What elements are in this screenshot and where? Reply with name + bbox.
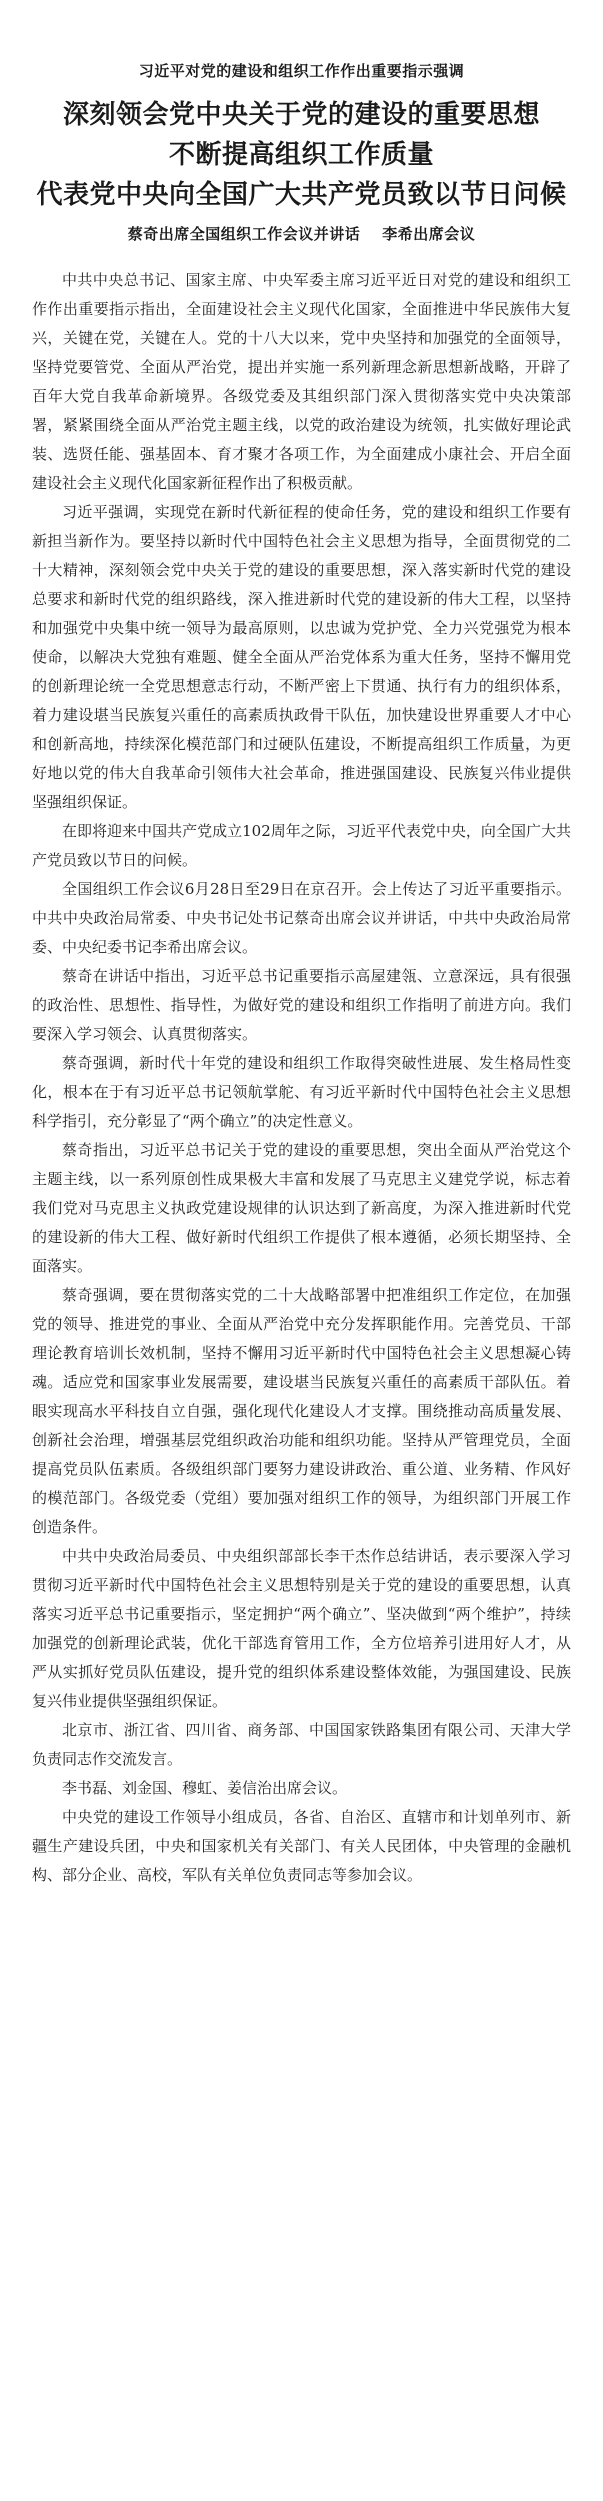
headline-line-3: 代表党中央向全国广大共产党员致以节日问候 [36,180,567,210]
body-paragraph: 蔡奇强调，新时代十年党的建设和组织工作取得突破性进展、发生格局性变化，根本在于有习近平总书记领航掌舵、有习近平新时代中国特色社会主义思想科学指引，充分彰显了“两个确立”的决定性意义。 [32,1054,571,1130]
headline-line-2: 不断提高组织工作质量 [168,140,434,170]
article-subhead [32,223,571,244]
body-paragraph: 蔡奇在讲话中指出，习近平总书记重要指示高屋建瓴、立意深远，具有很强的政治性、思想性、指导性，为做好党的建设和组织工作指明了前进方向。我们要深入学习领会、认真贯彻落实。 [32,967,571,1043]
body-paragraph: 北京市、浙江省、四川省、商务部、中国国家铁路集团有限公司、天津大学负责同志作交流发言。 [32,1721,571,1768]
body-paragraph: 蔡奇强调，要在贯彻落实党的二十大战略部署中把准组织工作定位，在加强党的领导、推进党的事业、全面从严治党中充分发挥职能作用。完善党员、干部理论教育培训长效机制，坚持不懈用习近平新时代中国特色社会主义思想凝心铸魂。适应党和国家事业发展需要，建设堪当民族复兴重任的高素质干部队伍。着眼实现高水平科技自立自强，强化现代化建设人才支撑。围绕推动高质量发展、创新社会治理，增强基层党组织政治功能和组织功能。坚持从严管理党员，全面提高党员队伍素质。各级组织部门要努力建设讲政治、重公道、业务精、作风好的模范部门。各级党委（党组）要加强对组织工作的领导，为组织部门开展工作创造条件。 [32,1286,571,1536]
article-body [32,266,571,1890]
body-paragraph: 中央党的建设工作领导小组成员，各省、自治区、直辖市和计划单列市、新疆生产建设兵团，中央和国家机关有关部门、有关人民团体，中央管理的金融机构、部分企业、高校，军队有关单位负责同志等参加会议。 [32,1808,571,1884]
body-paragraph: 蔡奇指出，习近平总书记关于党的建设的重要思想，突出全面从严治党这个主题主线，以一系列原创性成果极大丰富和发展了马克思主义建党学说，标志着我们党对马克思主义执政党建设规律的认识达到了新高度，为深入推进新时代党的建设新的伟大工程、做好新时代组织工作提供了根本遵循，必须长期坚持、全面落实。 [32,1141,571,1275]
body-paragraph: 习近平强调，实现党在新时代新征程的使命任务，党的建设和组织工作要有新担当新作为。要坚持以新时代中国特色社会主义思想为指导，全面贯彻党的二十大精神，深刻领会党中央关于党的建设的重要思想，深入落实新时代党的建设总要求和新时代党的组织路线，深入推进新时代党的建设新的伟大工程，以坚持和加强党中央集中统一领导为最高原则，以忠诚为党护党、全力兴党强党为根本使命，以解决大党独有难题、健全全面从严治党体系为重大任务，坚持不懈用党的创新理论统一全党思想意志行动，不断严密上下贯通、执行有力的组织体系，着力建设堪当民族复兴重任的高素质执政骨干队伍，加快建设世界重要人才中心和创新高地，持续深化模范部门和过硬队伍建设，不断提高组织工作质量，为更好地以党的伟大自我革命引领伟大社会革命，推进强国建设、民族复兴伟业提供坚强组织保证。 [32,503,571,811]
body-paragraph: 李书磊、刘金国、穆虹、姜信治出席会议。 [62,1779,348,1797]
article-kicker: 习近平对党的建设和组织工作作出重要指示强调 [138,62,465,80]
article-headline [32,95,571,215]
body-paragraph: 全国组织工作会议6月28日至29日在京召开。会上传达了习近平重要指示。中共中央政治局常委、中央书记处书记蔡奇出席会议并讲话，中共中央政治局常委、中央纪委书记李希出席会议。 [32,880,571,956]
body-paragraph: 中共中央总书记、国家主席、中央军委主席习近平近日对党的建设和组织工作作出重要指示指出，全面建设社会主义现代化国家，全面推进中华民族伟大复兴，关键在党，关键在人。党的十八大以来，党中央坚持和加强党的全面领导，坚持党要管党、全面从严治党，提出并实施一系列新理念新思想新战略，开辟了百年大党自我革命新境界。各级党委及其组织部门深入贯彻落实党中央决策部署，紧紧围绕全面从严治党主题主线，以党的政治建设为统领，扎实做好理论武装、选贤任能、强基固本、育才聚才各项工作，为全面建成小康社会、开启全面建设社会主义现代化国家新征程作出了积极贡献。 [32,271,571,492]
body-paragraph: 在即将迎来中国共产党成立102周年之际，习近平代表党中央，向全国广大共产党员致以节日的问候。 [32,822,571,869]
body-paragraph: 中共中央政治局委员、中央组织部部长李干杰作总结讲话，表示要深入学习贯彻习近平新时代中国特色社会主义思想特别是关于党的建设的重要思想，认真落实习近平总书记重要指示，坚定拥护“两个确立”、坚决做到“两个维护”，持续加强党的创新理论武装，优化干部选育管用工作，全方位培养引进用好人才，从严从实抓好党员队伍建设，提升党的组织体系建设整体效能，为强国建设、民族复兴伟业提供坚强组织保证。 [32,1547,571,1710]
headline-line-1: 深刻领会党中央关于党的建设的重要思想 [62,100,540,130]
subhead-left: 蔡奇出席全国组织工作会议并讲话 [127,225,361,243]
subhead-right: 李希出席会议 [382,225,476,243]
